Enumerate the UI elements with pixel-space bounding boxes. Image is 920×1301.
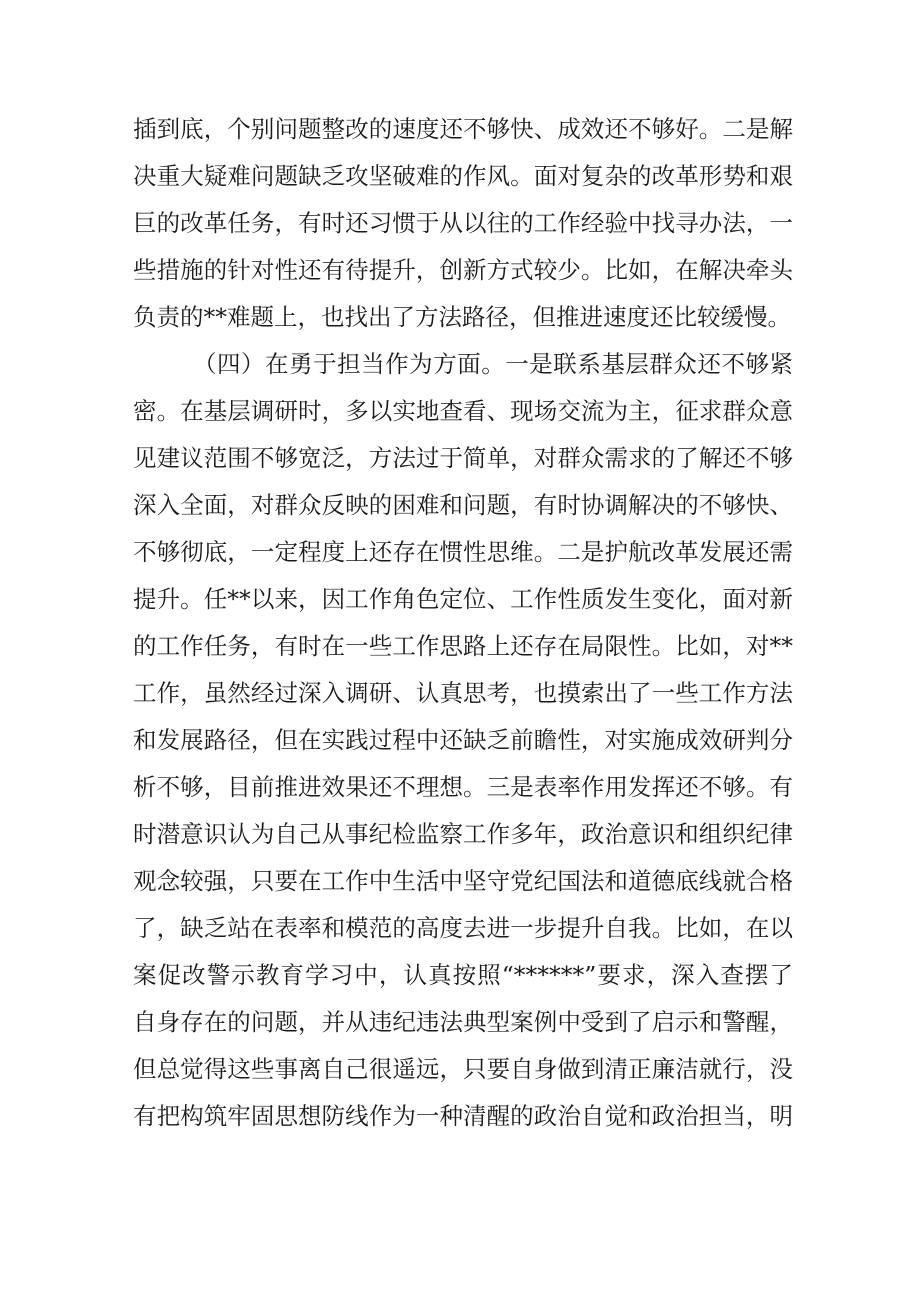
text-line: 有把构筑牢固思想防线作为一种清醒的政治自觉和政治担当，明 [133, 1102, 793, 1130]
text-line: 时潜意识认为自己从事纪检监察工作多年，政治意识和组织纪律 [133, 820, 793, 848]
section-heading-line: （四）在勇于担当作为方面。一是联系基层群众还不够紧 [193, 350, 793, 378]
text-line: 提升。任**以来，因工作角色定位、工作性质发生变化，面对新 [133, 585, 793, 613]
text-line: 和发展路径，但在实践过程中还缺乏前瞻性，对实施成效研判分 [133, 726, 793, 754]
text-line: 巨的改革任务，有时还习惯于从以往的工作经验中找寻办法，一 [133, 209, 793, 237]
text-line: 工作，虽然经过深入调研、认真思考，也摸索出了一些工作方法 [133, 679, 793, 707]
text-line: 插到底，个别问题整改的速度还不够快、成效还不够好。二是解 [133, 115, 793, 143]
text-line: 决重大疑难问题缺乏攻坚破难的作风。面对复杂的改革形势和艰 [133, 162, 793, 190]
text-line: 些措施的针对性还有待提升，创新方式较少。比如，在解决牵头 [133, 256, 793, 284]
text-line: 析不够，目前推进效果还不理想。三是表率作用发挥还不够。有 [133, 773, 793, 801]
text-line: 的工作任务，有时在一些工作思路上还存在局限性。比如，对** [133, 632, 793, 660]
text-line: 观念较强，只要在工作中生活中坚守党纪国法和道德底线就合格 [133, 867, 793, 895]
text-line: 案促改警示教育学习中，认真按照“******”要求，深入查摆了 [133, 961, 793, 989]
text-line: 见建议范围不够宽泛，方法过于简单，对群众需求的了解还不够 [133, 444, 793, 472]
text-line: 负责的**难题上，也找出了方法路径，但推进速度还比较缓慢。 [133, 303, 791, 331]
text-line: 自身存在的问题，并从违纪违法典型案例中受到了启示和警醒， [133, 1008, 793, 1036]
text-line: 但总觉得这些事离自己很遥远，只要自身做到清正廉洁就行，没 [133, 1055, 793, 1083]
text-line: 了，缺乏站在表率和模范的高度去进一步提升自我。比如，在以 [133, 914, 793, 942]
text-line: 深入全面，对群众反映的困难和问题，有时协调解决的不够快、 [133, 491, 793, 519]
text-line: 不够彻底，一定程度上还存在惯性思维。二是护航改革发展还需 [133, 538, 793, 566]
body-text [133, 106, 793, 1140]
text-line: 密。在基层调研时，多以实地查看、现场交流为主，征求群众意 [133, 397, 793, 425]
